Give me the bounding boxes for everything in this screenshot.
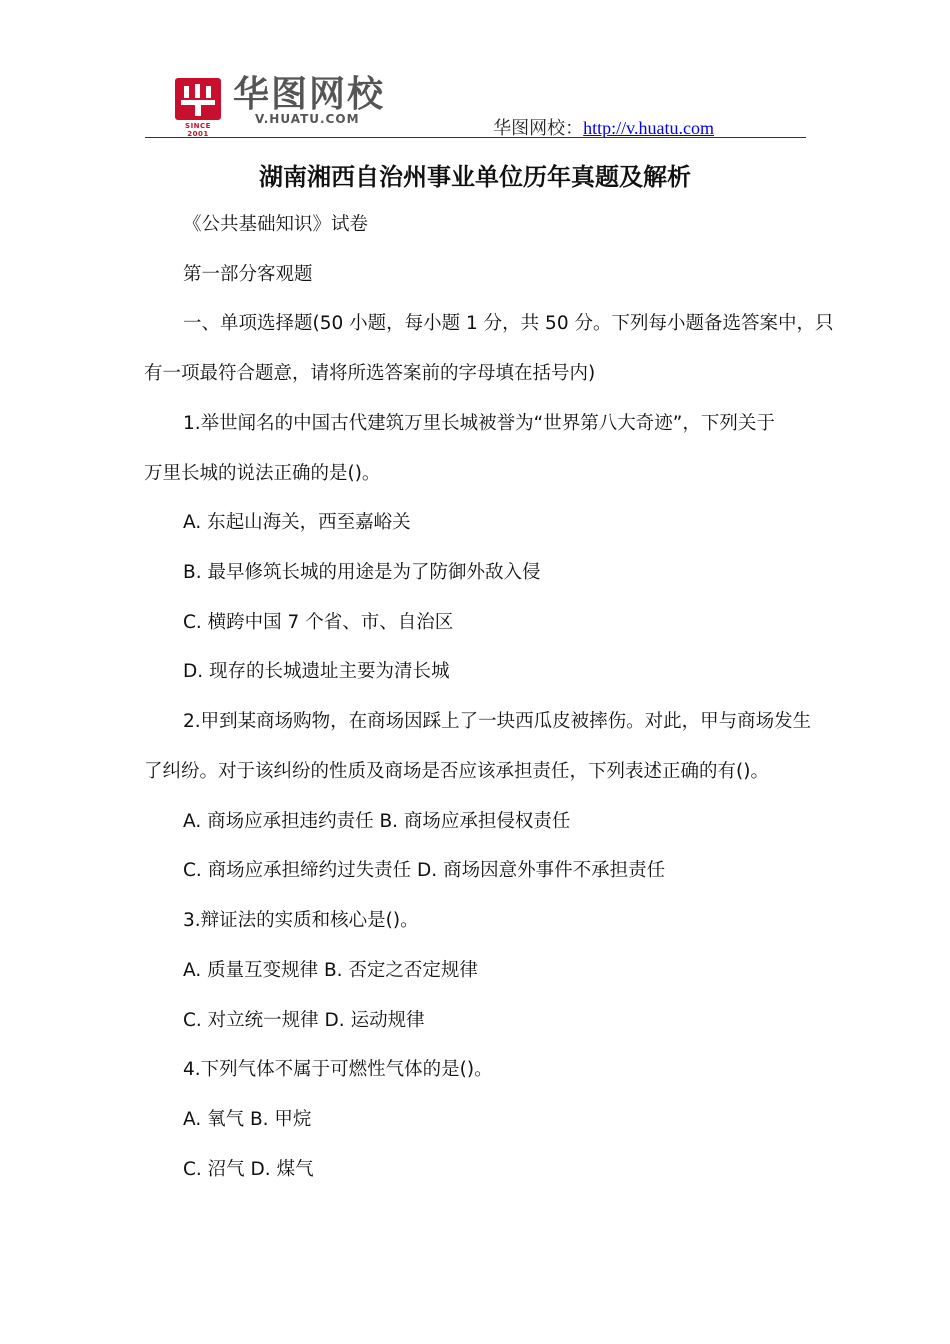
logo-url: V.HUATU.COM [255, 112, 360, 126]
document-title: 湖南湘西自治州事业单位历年真题及解析 [259, 163, 691, 191]
instructions-line-2: 有一项最符合题意，请将所选答案前的字母填在括号内) [144, 363, 596, 384]
question-1-option-c: C. 横跨中国 7 个省、市、自治区 [183, 612, 454, 633]
header-divider [145, 137, 806, 138]
question-3-options-cd: C. 对立统一规律 D. 运动规律 [183, 1010, 425, 1031]
paper-name: 《公共基础知识》试卷 [183, 214, 369, 235]
question-1-line-2: 万里长城的说法正确的是()。 [144, 463, 381, 484]
site-label: 华图网校： [493, 118, 584, 139]
question-4-options-cd: C. 沼气 D. 煤气 [183, 1159, 314, 1180]
section-heading: 第一部分客观题 [183, 264, 313, 285]
question-1-option-a: A. 东起山海关，西至嘉峪关 [183, 512, 411, 533]
question-2-options-cd: C. 商场应承担缔约过失责任 D. 商场因意外事件不承担责任 [183, 860, 666, 881]
site-link[interactable]: http://v.huatu.com [583, 118, 714, 138]
huatu-logo [175, 74, 415, 138]
question-2-line-1: 2.甲到某商场购物，在商场因踩上了一块西瓜皮被摔伤。对此，甲与商场发生 [183, 711, 812, 732]
question-3-options-ab: A. 质量互变规律 B. 否定之否定规律 [183, 960, 478, 981]
question-2-options-ab: A. 商场应承担违约责任 B. 商场应承担侵权责任 [183, 811, 571, 832]
question-1-option-b: B. 最早修筑长城的用途是为了防御外敌入侵 [183, 562, 541, 583]
logo-name: 华图网校 [233, 74, 386, 115]
question-1-option-d: D. 现存的长城遗址主要为清长城 [183, 661, 450, 682]
question-2-line-2: 了纠纷。对于该纠纷的性质及商场是否应该承担责任，下列表述正确的有()。 [144, 761, 769, 782]
question-4-options-ab: A. 氧气 B. 甲烷 [183, 1109, 312, 1130]
huatu-logo-icon [175, 78, 221, 120]
question-1-line-1: 1.举世闻名的中国古代建筑万里长城被誉为“世界第八大奇迹”，下列关于 [183, 413, 775, 434]
instructions-line-1: 一、单项选择题(50 小题，每小题 1 分，共 50 分。下列每小题备选答案中，只 [183, 313, 834, 334]
question-4: 4.下列气体不属于可燃性气体的是()。 [183, 1059, 493, 1080]
page-header [145, 70, 806, 138]
logo-since: SINCE 2001 [185, 122, 211, 138]
question-3: 3.辩证法的实质和核心是()。 [183, 910, 419, 931]
